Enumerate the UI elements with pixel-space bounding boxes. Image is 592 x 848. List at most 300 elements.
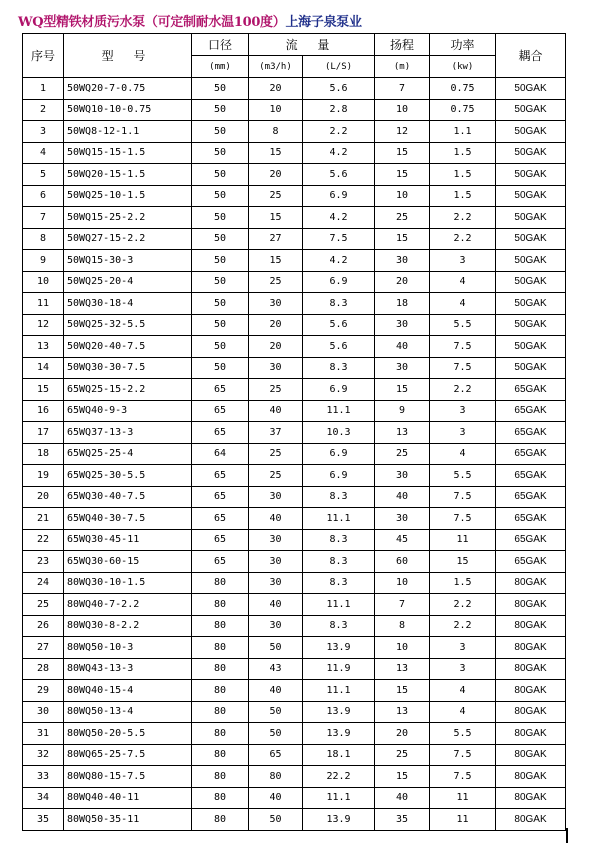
cell-index: 14	[23, 357, 64, 379]
cell-power: 5.5	[430, 314, 496, 336]
cell-power: 7.5	[430, 486, 496, 508]
cell-flow-ls: 11.1	[303, 787, 375, 809]
cell-coupling: 65GAK	[496, 465, 566, 487]
cell-power: 4	[430, 443, 496, 465]
table-row	[23, 551, 566, 573]
table-row	[23, 486, 566, 508]
cell-flow-m3h: 15	[249, 207, 303, 229]
cell-power: 1.5	[430, 142, 496, 164]
cell-head: 30	[375, 314, 430, 336]
cell-head: 35	[375, 809, 430, 831]
cell-flow-m3h: 30	[249, 551, 303, 573]
cell-flow-m3h: 37	[249, 422, 303, 444]
cell-head: 10	[375, 637, 430, 659]
cell-flow-m3h: 50	[249, 723, 303, 745]
cell-coupling: 80GAK	[496, 615, 566, 637]
cell-model: 80WQ30-10-1.5	[64, 572, 192, 594]
cell-flow-ls: 8.3	[303, 486, 375, 508]
table-row	[23, 787, 566, 809]
cell-flow-m3h: 40	[249, 508, 303, 530]
cell-coupling: 80GAK	[496, 701, 566, 723]
cell-head: 8	[375, 615, 430, 637]
cell-power: 5.5	[430, 465, 496, 487]
cell-caliber: 80	[192, 701, 249, 723]
header-head: 扬程	[375, 34, 430, 56]
cell-index: 35	[23, 809, 64, 831]
cell-index: 4	[23, 142, 64, 164]
cell-coupling: 65GAK	[496, 486, 566, 508]
cell-flow-ls: 18.1	[303, 744, 375, 766]
pump-spec-table	[22, 33, 566, 831]
cell-head: 13	[375, 422, 430, 444]
cell-coupling: 80GAK	[496, 787, 566, 809]
table-row	[23, 594, 566, 616]
cell-power: 1.5	[430, 185, 496, 207]
cell-power: 4	[430, 701, 496, 723]
cell-index: 29	[23, 680, 64, 702]
table-row	[23, 314, 566, 336]
cell-model: 50WQ20-15-1.5	[64, 164, 192, 186]
cell-flow-ls: 6.9	[303, 271, 375, 293]
cell-flow-m3h: 30	[249, 529, 303, 551]
cell-power: 7.5	[430, 508, 496, 530]
cell-caliber: 50	[192, 185, 249, 207]
cell-model: 80WQ50-10-3	[64, 637, 192, 659]
cell-head: 15	[375, 680, 430, 702]
cell-coupling: 50GAK	[496, 121, 566, 143]
cell-model: 80WQ65-25-7.5	[64, 744, 192, 766]
cell-model: 80WQ50-20-5.5	[64, 723, 192, 745]
cell-caliber: 65	[192, 508, 249, 530]
header-power: 功率	[430, 34, 496, 56]
title-company: 上海子泉泵业	[285, 15, 362, 30]
table-row	[23, 422, 566, 444]
cell-head: 30	[375, 357, 430, 379]
cell-flow-ls: 5.6	[303, 78, 375, 100]
cell-head: 7	[375, 594, 430, 616]
cell-caliber: 64	[192, 443, 249, 465]
cell-model: 50WQ15-25-2.2	[64, 207, 192, 229]
cell-head: 60	[375, 551, 430, 573]
table-row	[23, 271, 566, 293]
document-title	[18, 11, 362, 30]
cell-power: 11	[430, 787, 496, 809]
cell-flow-ls: 8.3	[303, 293, 375, 315]
cell-head: 15	[375, 164, 430, 186]
cell-flow-m3h: 27	[249, 228, 303, 250]
cell-index: 28	[23, 658, 64, 680]
cell-flow-m3h: 65	[249, 744, 303, 766]
table-row	[23, 121, 566, 143]
cell-head: 20	[375, 723, 430, 745]
cell-coupling: 50GAK	[496, 99, 566, 121]
cell-caliber: 80	[192, 744, 249, 766]
cell-coupling: 80GAK	[496, 680, 566, 702]
unit-head: (m)	[375, 56, 430, 78]
cell-model: 80WQ40-15-4	[64, 680, 192, 702]
cell-flow-m3h: 80	[249, 766, 303, 788]
cell-coupling: 80GAK	[496, 723, 566, 745]
cell-coupling: 65GAK	[496, 508, 566, 530]
cell-flow-m3h: 50	[249, 809, 303, 831]
cell-flow-ls: 5.6	[303, 336, 375, 358]
cell-flow-m3h: 43	[249, 658, 303, 680]
cell-power: 11	[430, 529, 496, 551]
cell-caliber: 65	[192, 529, 249, 551]
cell-power: 7.5	[430, 336, 496, 358]
cell-power: 5.5	[430, 723, 496, 745]
text-cursor	[566, 828, 568, 843]
cell-caliber: 80	[192, 766, 249, 788]
cell-head: 25	[375, 443, 430, 465]
cell-model: 50WQ30-30-7.5	[64, 357, 192, 379]
cell-power: 7.5	[430, 766, 496, 788]
cell-flow-m3h: 20	[249, 78, 303, 100]
cell-flow-ls: 5.6	[303, 164, 375, 186]
cell-index: 34	[23, 787, 64, 809]
cell-flow-m3h: 20	[249, 164, 303, 186]
cell-head: 15	[375, 766, 430, 788]
table-row	[23, 465, 566, 487]
cell-flow-ls: 13.9	[303, 723, 375, 745]
cell-model: 50WQ25-20-4	[64, 271, 192, 293]
title-product: WQ型精铁材质污水泵（可定制耐水温100度）	[18, 15, 286, 30]
cell-caliber: 80	[192, 658, 249, 680]
table-row	[23, 357, 566, 379]
header-index: 序号	[23, 34, 64, 78]
cell-model: 80WQ50-35-11	[64, 809, 192, 831]
cell-caliber: 65	[192, 551, 249, 573]
cell-power: 4	[430, 680, 496, 702]
cell-head: 30	[375, 508, 430, 530]
cell-model: 80WQ40-40-11	[64, 787, 192, 809]
cell-flow-m3h: 25	[249, 379, 303, 401]
header-coupling: 耦合	[496, 34, 566, 78]
cell-head: 10	[375, 185, 430, 207]
cell-flow-ls: 11.1	[303, 680, 375, 702]
cell-flow-m3h: 40	[249, 680, 303, 702]
cell-power: 2.2	[430, 615, 496, 637]
cell-caliber: 50	[192, 293, 249, 315]
cell-caliber: 50	[192, 207, 249, 229]
cell-coupling: 65GAK	[496, 422, 566, 444]
cell-power: 0.75	[430, 78, 496, 100]
cell-flow-ls: 13.9	[303, 809, 375, 831]
cell-coupling: 50GAK	[496, 142, 566, 164]
cell-caliber: 80	[192, 680, 249, 702]
cell-coupling: 50GAK	[496, 207, 566, 229]
cell-head: 15	[375, 228, 430, 250]
cell-caliber: 80	[192, 637, 249, 659]
cell-flow-ls: 8.3	[303, 529, 375, 551]
table-row	[23, 809, 566, 831]
table-row	[23, 680, 566, 702]
cell-index: 10	[23, 271, 64, 293]
cell-head: 13	[375, 658, 430, 680]
cell-flow-m3h: 30	[249, 486, 303, 508]
cell-model: 50WQ15-30-3	[64, 250, 192, 272]
cell-caliber: 80	[192, 723, 249, 745]
cell-index: 17	[23, 422, 64, 444]
cell-coupling: 50GAK	[496, 185, 566, 207]
cell-coupling: 50GAK	[496, 314, 566, 336]
cell-flow-m3h: 15	[249, 250, 303, 272]
table-row	[23, 443, 566, 465]
cell-flow-ls: 8.3	[303, 615, 375, 637]
cell-model: 65WQ25-25-4	[64, 443, 192, 465]
cell-index: 13	[23, 336, 64, 358]
cell-model: 65WQ40-9-3	[64, 400, 192, 422]
cell-caliber: 50	[192, 336, 249, 358]
cell-caliber: 65	[192, 379, 249, 401]
cell-power: 2.2	[430, 207, 496, 229]
cell-index: 12	[23, 314, 64, 336]
cell-model: 80WQ50-13-4	[64, 701, 192, 723]
cell-flow-ls: 2.8	[303, 99, 375, 121]
table-row	[23, 379, 566, 401]
unit-flow-m3h: (m3/h)	[249, 56, 303, 78]
cell-model: 80WQ40-7-2.2	[64, 594, 192, 616]
cell-head: 45	[375, 529, 430, 551]
cell-flow-ls: 11.1	[303, 508, 375, 530]
table-row	[23, 185, 566, 207]
cell-coupling: 50GAK	[496, 336, 566, 358]
cell-power: 2.2	[430, 594, 496, 616]
cell-flow-ls: 6.9	[303, 465, 375, 487]
cell-caliber: 80	[192, 787, 249, 809]
cell-head: 10	[375, 572, 430, 594]
header-flow: 流 量	[249, 34, 375, 56]
cell-caliber: 50	[192, 314, 249, 336]
cell-flow-m3h: 25	[249, 185, 303, 207]
cell-coupling: 65GAK	[496, 529, 566, 551]
table-row	[23, 78, 566, 100]
cell-flow-ls: 13.9	[303, 637, 375, 659]
cell-model: 65WQ30-40-7.5	[64, 486, 192, 508]
cell-index: 8	[23, 228, 64, 250]
cell-index: 30	[23, 701, 64, 723]
cell-head: 40	[375, 336, 430, 358]
table-row	[23, 637, 566, 659]
cell-coupling: 80GAK	[496, 572, 566, 594]
cell-flow-ls: 11.1	[303, 400, 375, 422]
cell-model: 80WQ43-13-3	[64, 658, 192, 680]
cell-model: 80WQ80-15-7.5	[64, 766, 192, 788]
cell-flow-ls: 4.2	[303, 207, 375, 229]
cell-caliber: 80	[192, 615, 249, 637]
cell-flow-ls: 8.3	[303, 572, 375, 594]
cell-coupling: 80GAK	[496, 766, 566, 788]
cell-index: 5	[23, 164, 64, 186]
table-row	[23, 529, 566, 551]
cell-index: 26	[23, 615, 64, 637]
cell-flow-ls: 5.6	[303, 314, 375, 336]
cell-head: 15	[375, 379, 430, 401]
cell-flow-m3h: 25	[249, 443, 303, 465]
cell-coupling: 80GAK	[496, 637, 566, 659]
table-row	[23, 701, 566, 723]
cell-index: 31	[23, 723, 64, 745]
cell-head: 18	[375, 293, 430, 315]
cell-head: 9	[375, 400, 430, 422]
cell-caliber: 50	[192, 78, 249, 100]
cell-flow-m3h: 30	[249, 572, 303, 594]
cell-index: 18	[23, 443, 64, 465]
cell-head: 25	[375, 207, 430, 229]
table-row	[23, 723, 566, 745]
cell-flow-m3h: 25	[249, 465, 303, 487]
table-row	[23, 207, 566, 229]
cell-index: 1	[23, 78, 64, 100]
cell-model: 65WQ30-45-11	[64, 529, 192, 551]
cell-caliber: 50	[192, 271, 249, 293]
table-row	[23, 572, 566, 594]
cell-flow-m3h: 40	[249, 400, 303, 422]
cell-caliber: 50	[192, 357, 249, 379]
cell-caliber: 50	[192, 142, 249, 164]
cell-coupling: 80GAK	[496, 809, 566, 831]
header-caliber: 口径	[192, 34, 249, 56]
cell-caliber: 65	[192, 400, 249, 422]
cell-flow-ls: 22.2	[303, 766, 375, 788]
cell-head: 10	[375, 99, 430, 121]
header-model: 型 号	[64, 34, 192, 78]
cell-head: 12	[375, 121, 430, 143]
cell-index: 3	[23, 121, 64, 143]
cell-index: 2	[23, 99, 64, 121]
table-row	[23, 164, 566, 186]
cell-coupling: 50GAK	[496, 250, 566, 272]
cell-head: 40	[375, 787, 430, 809]
cell-index: 33	[23, 766, 64, 788]
table-row	[23, 336, 566, 358]
cell-model: 65WQ25-30-5.5	[64, 465, 192, 487]
cell-index: 7	[23, 207, 64, 229]
cell-flow-m3h: 30	[249, 615, 303, 637]
cell-power: 3	[430, 250, 496, 272]
cell-caliber: 50	[192, 99, 249, 121]
cell-flow-ls: 6.9	[303, 379, 375, 401]
cell-index: 15	[23, 379, 64, 401]
table-row	[23, 658, 566, 680]
cell-flow-m3h: 15	[249, 142, 303, 164]
cell-model: 50WQ25-10-1.5	[64, 185, 192, 207]
cell-model: 50WQ27-15-2.2	[64, 228, 192, 250]
table-row	[23, 99, 566, 121]
cell-coupling: 80GAK	[496, 744, 566, 766]
cell-power: 3	[430, 422, 496, 444]
cell-caliber: 50	[192, 164, 249, 186]
cell-model: 50WQ25-32-5.5	[64, 314, 192, 336]
cell-caliber: 65	[192, 465, 249, 487]
cell-model: 65WQ30-60-15	[64, 551, 192, 573]
cell-flow-m3h: 40	[249, 787, 303, 809]
cell-coupling: 65GAK	[496, 443, 566, 465]
cell-power: 3	[430, 400, 496, 422]
table-row	[23, 250, 566, 272]
cell-caliber: 80	[192, 572, 249, 594]
cell-flow-ls: 6.9	[303, 185, 375, 207]
cell-power: 1.5	[430, 572, 496, 594]
cell-model: 50WQ30-18-4	[64, 293, 192, 315]
table-row	[23, 142, 566, 164]
cell-coupling: 50GAK	[496, 78, 566, 100]
cell-caliber: 65	[192, 486, 249, 508]
cell-model: 50WQ10-10-0.75	[64, 99, 192, 121]
cell-power: 7.5	[430, 357, 496, 379]
cell-index: 21	[23, 508, 64, 530]
cell-head: 15	[375, 142, 430, 164]
cell-index: 22	[23, 529, 64, 551]
table-row	[23, 615, 566, 637]
cell-flow-ls: 11.9	[303, 658, 375, 680]
cell-index: 23	[23, 551, 64, 573]
cell-coupling: 50GAK	[496, 164, 566, 186]
cell-flow-m3h: 20	[249, 336, 303, 358]
cell-flow-ls: 4.2	[303, 142, 375, 164]
cell-model: 50WQ15-15-1.5	[64, 142, 192, 164]
cell-flow-m3h: 40	[249, 594, 303, 616]
unit-power: (kw)	[430, 56, 496, 78]
table-row	[23, 400, 566, 422]
cell-power: 3	[430, 658, 496, 680]
cell-power: 7.5	[430, 744, 496, 766]
cell-caliber: 50	[192, 121, 249, 143]
cell-coupling: 65GAK	[496, 551, 566, 573]
cell-caliber: 80	[192, 594, 249, 616]
cell-coupling: 65GAK	[496, 400, 566, 422]
cell-model: 65WQ25-15-2.2	[64, 379, 192, 401]
table-row	[23, 293, 566, 315]
unit-caliber: (mm)	[192, 56, 249, 78]
cell-power: 3	[430, 637, 496, 659]
cell-power: 11	[430, 809, 496, 831]
cell-coupling: 80GAK	[496, 658, 566, 680]
cell-power: 1.5	[430, 164, 496, 186]
cell-flow-ls: 6.9	[303, 443, 375, 465]
cell-index: 27	[23, 637, 64, 659]
header-row	[23, 34, 566, 56]
cell-model: 50WQ8-12-1.1	[64, 121, 192, 143]
cell-flow-ls: 8.3	[303, 357, 375, 379]
cell-power: 2.2	[430, 379, 496, 401]
cell-coupling: 50GAK	[496, 271, 566, 293]
cell-flow-m3h: 20	[249, 314, 303, 336]
cell-flow-ls: 4.2	[303, 250, 375, 272]
cell-index: 11	[23, 293, 64, 315]
cell-flow-ls: 2.2	[303, 121, 375, 143]
cell-flow-ls: 10.3	[303, 422, 375, 444]
cell-model: 50WQ20-40-7.5	[64, 336, 192, 358]
cell-index: 9	[23, 250, 64, 272]
unit-flow-ls: (L/S)	[303, 56, 375, 78]
cell-flow-ls: 8.3	[303, 551, 375, 573]
cell-caliber: 50	[192, 228, 249, 250]
cell-power: 2.2	[430, 228, 496, 250]
cell-head: 30	[375, 465, 430, 487]
cell-flow-ls: 13.9	[303, 701, 375, 723]
cell-flow-m3h: 8	[249, 121, 303, 143]
cell-flow-m3h: 30	[249, 293, 303, 315]
cell-flow-m3h: 50	[249, 701, 303, 723]
cell-index: 32	[23, 744, 64, 766]
cell-index: 24	[23, 572, 64, 594]
cell-model: 50WQ20-7-0.75	[64, 78, 192, 100]
cell-flow-ls: 11.1	[303, 594, 375, 616]
cell-model: 80WQ30-8-2.2	[64, 615, 192, 637]
cell-power: 1.1	[430, 121, 496, 143]
cell-model: 65WQ37-13-3	[64, 422, 192, 444]
